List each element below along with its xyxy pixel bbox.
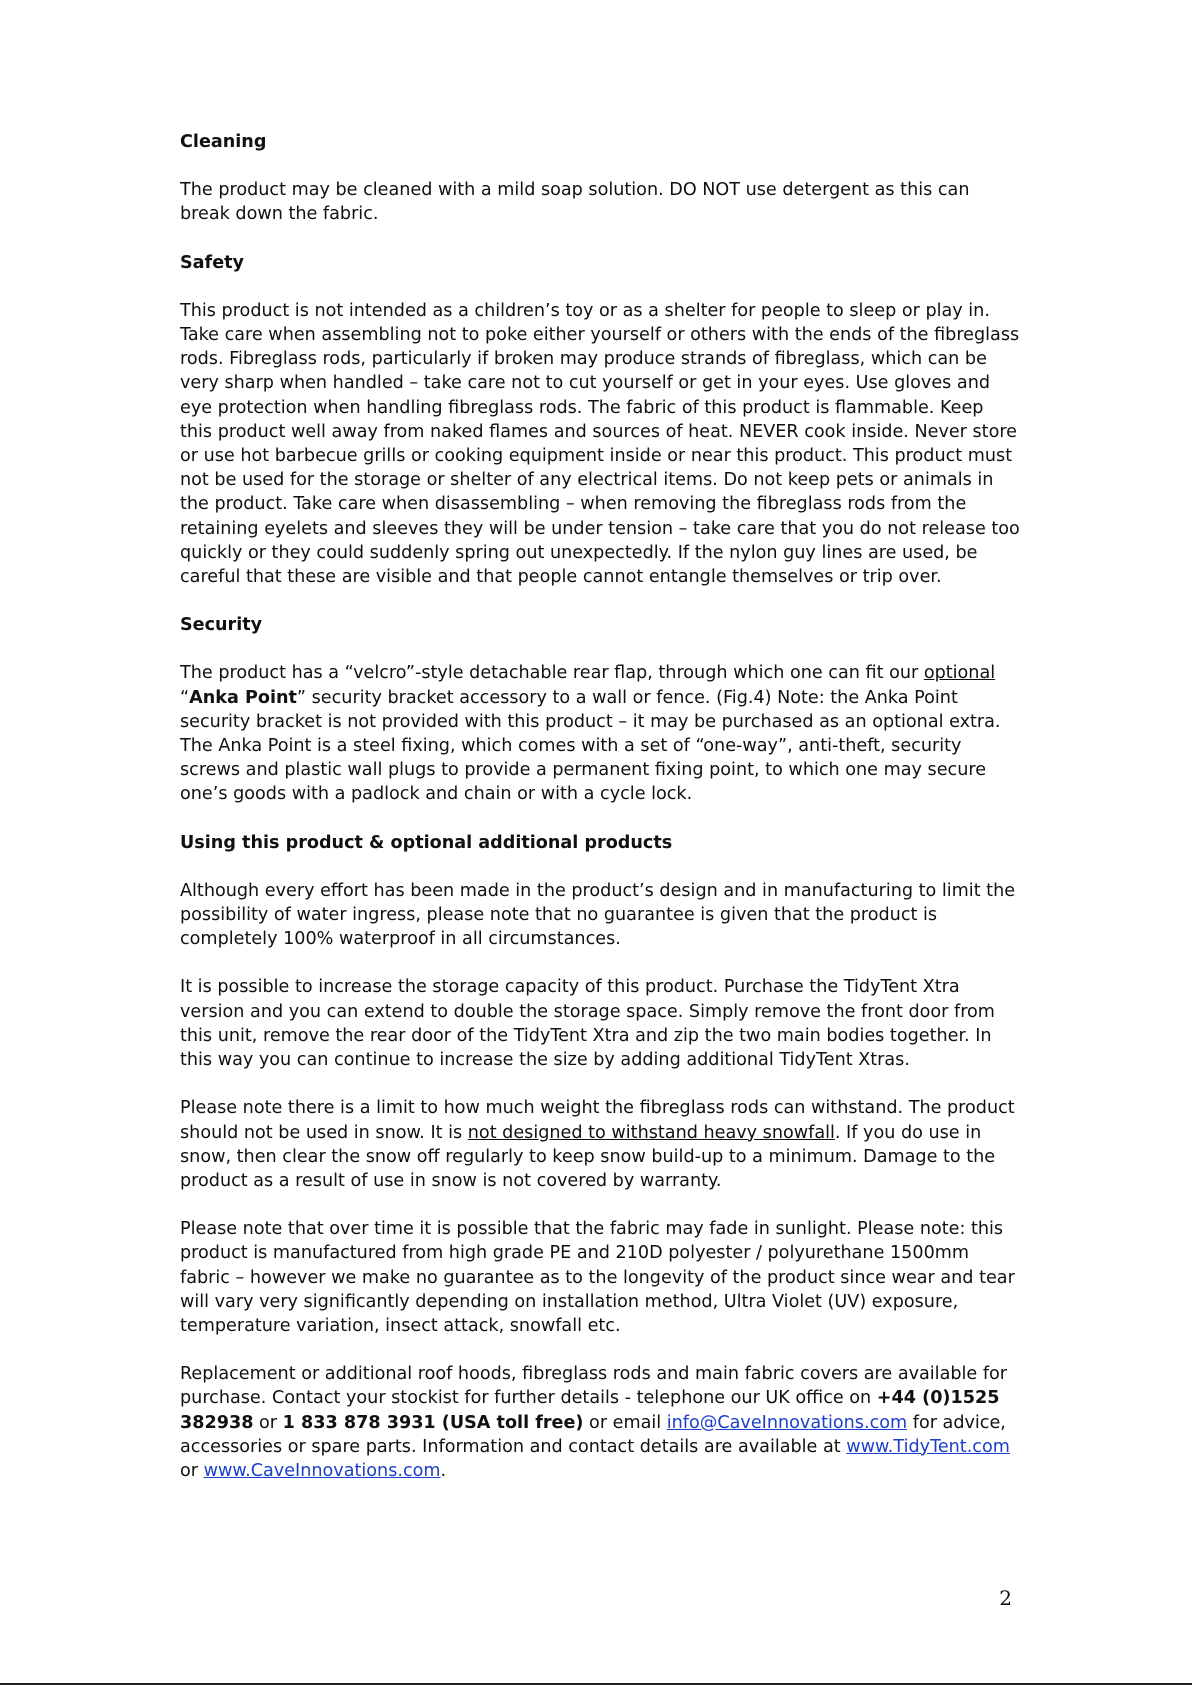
spacer [180, 1072, 1020, 1096]
document-page [180, 130, 1020, 1483]
spacer [180, 227, 1020, 251]
spacer [180, 637, 1020, 661]
or-text-2: or [180, 1460, 204, 1481]
using-paragraph-5 [180, 1362, 1020, 1483]
spacer [180, 807, 1020, 831]
security-text-1: The product has a “velcro”-style detachable rear flap, through which one can fit our [180, 663, 924, 684]
spacer [180, 154, 1020, 178]
caveinnovations-website-link[interactable]: www.CaveInnovations.com [203, 1460, 441, 1481]
using-paragraph-4: Please note that over time it is possible that the fabric may fade in sunlight. Please note: this product is manufactured from high grade PE and 210D polyester / polyurethane 1500mm fabric – however we make no guarantee as to the longevity of the product since wear and tear will vary very significantly depending on installation method, Ultra Violet (UV) exposure, temperature variation, insect attack, snowfall etc. [180, 1219, 1015, 1336]
or-text: or [253, 1412, 283, 1433]
optional-underlined: optional [923, 663, 996, 684]
spacer [180, 1338, 1020, 1362]
snow-text-b: . If you do use in snow, then clear the snow off regularly to keep snow build-up to a minimum. Damage to the product as a result of use in snow is not covered by warranty. [180, 1122, 996, 1191]
security-text-2: ” security bracket accessory to a wall or fence. (Fig.4) Note: the Anka Point security bracket is not provided with this product – it may be purchased as an optional extra. The Anka Point is a steel fixing, which comes with a set of “one-way”, anti-theft, security screws and plastic wall plugs to provide a permanent fixing point, to which one may secure one’s goods with a padlock and chain or with a cycle lock. [180, 687, 1001, 805]
using-paragraph-1: Although every effort has been made in the product’s design and in manufacturing to limit the possibility of water ingress, please note that no guarantee is given that the product is completely 100% waterproof in all circumstances. [180, 880, 1016, 950]
using-paragraph-3 [180, 1096, 1020, 1193]
email-link[interactable]: info@CaveInnovations.com [666, 1412, 908, 1433]
using-paragraph-2: It is possible to increase the storage capacity of this product. Purchase the TidyTent Xtra version and you can extend to double the storage space. Simply remove the front door from this unit, remove the rear door of the TidyTent Xtra and zip the two main bodies together. In this way you can continue to increase the size by adding additional TidyTent Xtras. [180, 977, 995, 1071]
section-heading-cleaning: Cleaning [180, 132, 267, 152]
cleaning-paragraph: The product may be cleaned with a mild soap solution. DO NOT use detergent as this can break down the fabric. [180, 180, 970, 225]
quote-open: “ [180, 687, 190, 708]
period: . [440, 1460, 447, 1481]
anka-point-bold: Anka Point [189, 687, 297, 708]
contact-text-a: Replacement or additional roof hoods, fibreglass rods and main fabric covers are available for purchase. Contact your stockist for further details - telephone our UK office on [180, 1364, 1008, 1409]
spacer [180, 589, 1020, 613]
or-email-text: or email [583, 1412, 667, 1433]
spacer [180, 855, 1020, 879]
section-heading-security: Security [180, 615, 263, 636]
section-heading-using: Using this product & optional additional products [180, 832, 673, 853]
spacer [180, 275, 1020, 299]
phone-uk: +44 (0)1525 382938 [180, 1388, 1000, 1433]
safety-paragraph: This product is not intended as a children’s toy or as a shelter for people to sleep or play in. Take care when assembling not to poke either yourself or others with the ends of the fibreglass rods. Fibreglass rods, particularly if broken may produce strands of fibreglass, which can be very sharp when handled – take care not to cut yourself or get in your eyes. Use gloves and eye protection when handling fibreglass rods. The fabric of this product is flammable. Keep this product well away from naked flames and sources of heat. NEVER cook inside. Never store or use hot barbecue grills or cooking equipment inside or near this product. This product must not be used for the storage or shelter of any electrical items. Do not keep pets or animals in the product. Take care when disassembling – when removing the fibreglass rods from the retaining eyelets and sleeves they will be under tension – take care that you do not release too quickly or they could suddenly spring out unexpectedly. If the nylon guy lines are used, be careful that these are visible and that people cannot entangle themselves or trip over. [180, 300, 1020, 588]
page-number: 2 [999, 1586, 1012, 1610]
tidytent-website-link[interactable]: www.TidyTent.com [846, 1436, 1010, 1457]
snowfall-warning-underlined: not designed to withstand heavy snowfall [467, 1122, 835, 1143]
spacer [180, 951, 1020, 975]
snow-text-a: Please note there is a limit to how much weight the fibreglass rods can withstand. The product should not be used in snow. It is [180, 1098, 1015, 1143]
spacer [180, 1193, 1020, 1217]
contact-text-b: for advice, accessories or spare parts. Information and contact details are available at [180, 1412, 1006, 1457]
phone-us: 1 833 878 3931 (USA toll free) [282, 1412, 584, 1433]
section-heading-safety: Safety [180, 252, 245, 273]
security-paragraph [180, 661, 1020, 806]
